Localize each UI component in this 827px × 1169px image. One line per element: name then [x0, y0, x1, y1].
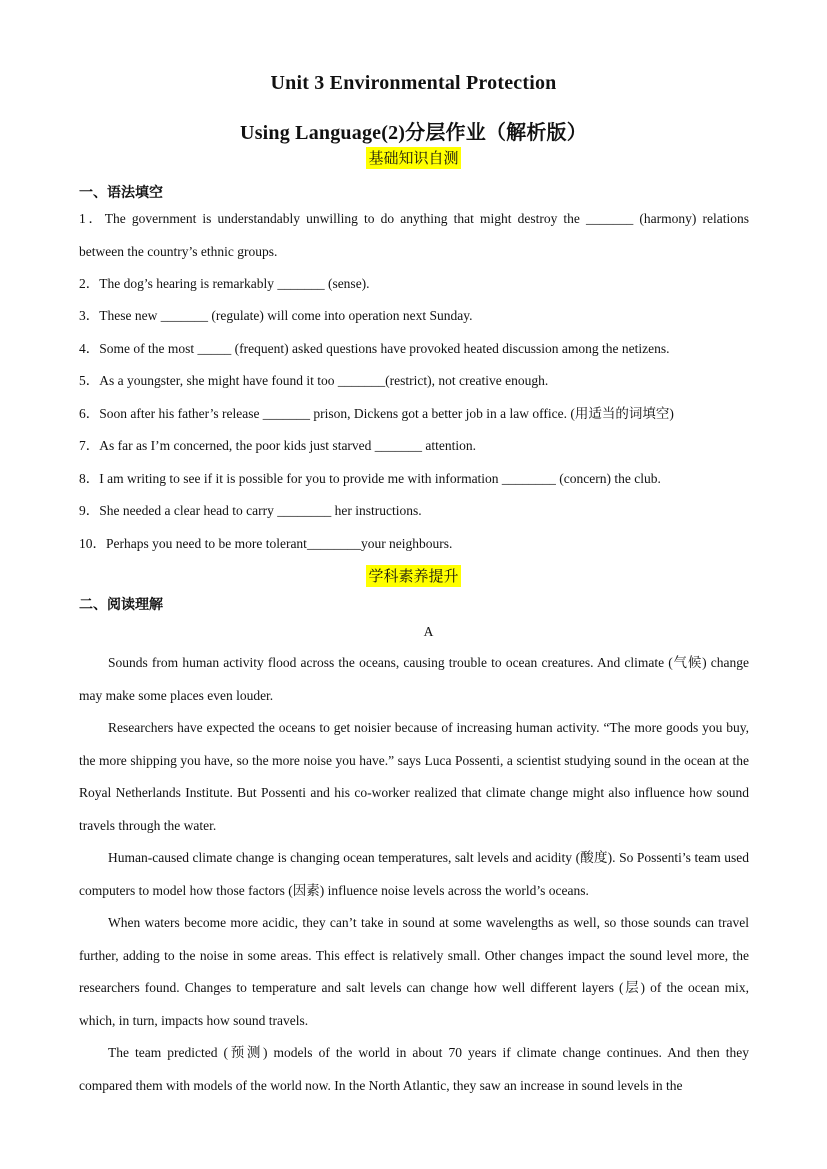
grammar-item: 7．As far as I’m concerned, the poor kids just starved _______ attention.: [79, 438, 477, 453]
grammar-item: 8．I am writing to see if it is possible for you to provide me with information ________ (concern) the club.: [79, 471, 661, 486]
grammar-item: 10．Perhaps you need to be more tolerant________your neighbours.: [79, 536, 453, 551]
reading-paragraph: Human-caused climate change is changing ocean temperatures, salt levels and acidity (酸度). So Possenti’s team used computers to model how those factors (因素) influence noise levels across the world’s oceans.: [79, 850, 749, 898]
grammar-heading: 一、语法填空: [79, 185, 163, 201]
section-tag-basic: 基础知识自测: [368, 149, 459, 167]
section-tag-advanced: 学科素养提升: [368, 567, 459, 585]
grammar-item: 3．These new _______ (regulate) will come into operation next Sunday.: [79, 308, 473, 323]
grammar-item: 1．The government is understandably unwilling to do anything that might destroy the _______ (harmony) relations between the country’s ethnic groups.: [79, 211, 749, 259]
section-tag-basic-wrap: [0, 147, 827, 169]
grammar-item: 5．As a youngster, she might have found it too _______(restrict), not creative enough.: [79, 373, 549, 388]
grammar-item: 4．Some of the most _____ (frequent) asked questions have provoked heated discussion among the netizens.: [79, 341, 670, 356]
grammar-item: 2．The dog’s hearing is remarkably _______ (sense).: [79, 276, 370, 291]
grammar-item: 9．She needed a clear head to carry ________ her instructions.: [79, 503, 422, 518]
reading-paragraph: Sounds from human activity flood across the oceans, causing trouble to ocean creatures. And climate (气候) change may make some places even louder.: [79, 655, 749, 703]
passage-label: A: [423, 624, 434, 639]
reading-paragraph: Researchers have expected the oceans to get noisier because of increasing human activity. “The more goods you buy, the more shipping you have, so the more noise you have.” says Luca Possenti, a scientist studying sound in the ocean at the Royal Netherlands Institute. But Possenti and his co-worker realized that climate change might also influence how sound travels through the water.: [79, 720, 749, 833]
reading-heading: 二、阅读理解: [79, 597, 163, 613]
reading-paragraph: When waters become more acidic, they can’t take in sound at some wavelengths as well, so those sounds can travel further, adding to the noise in some areas. This effect is relatively small. Other changes impact the sound level more, the researchers found. Changes to temperature and salt levels can change how well different layers (层) of the ocean mix, which, in turn, impacts how sound travels.: [79, 915, 749, 1028]
reading-paragraph: The team predicted (预测) models of the world in about 70 years if climate change continues. And then they compared them with models of the world now. In the North Atlantic, they saw an increase in sound levels in the: [79, 1045, 749, 1093]
grammar-item: 6．Soon after his father’s release _______ prison, Dickens got a better job in a law office. (用适当的词填空): [79, 406, 674, 421]
section-tag-advanced-wrap: [0, 565, 827, 587]
page-title: Unit 3 Environmental Protection: [270, 72, 557, 94]
page-subtitle: Using Language(2)分层作业（解析版）: [240, 122, 587, 144]
